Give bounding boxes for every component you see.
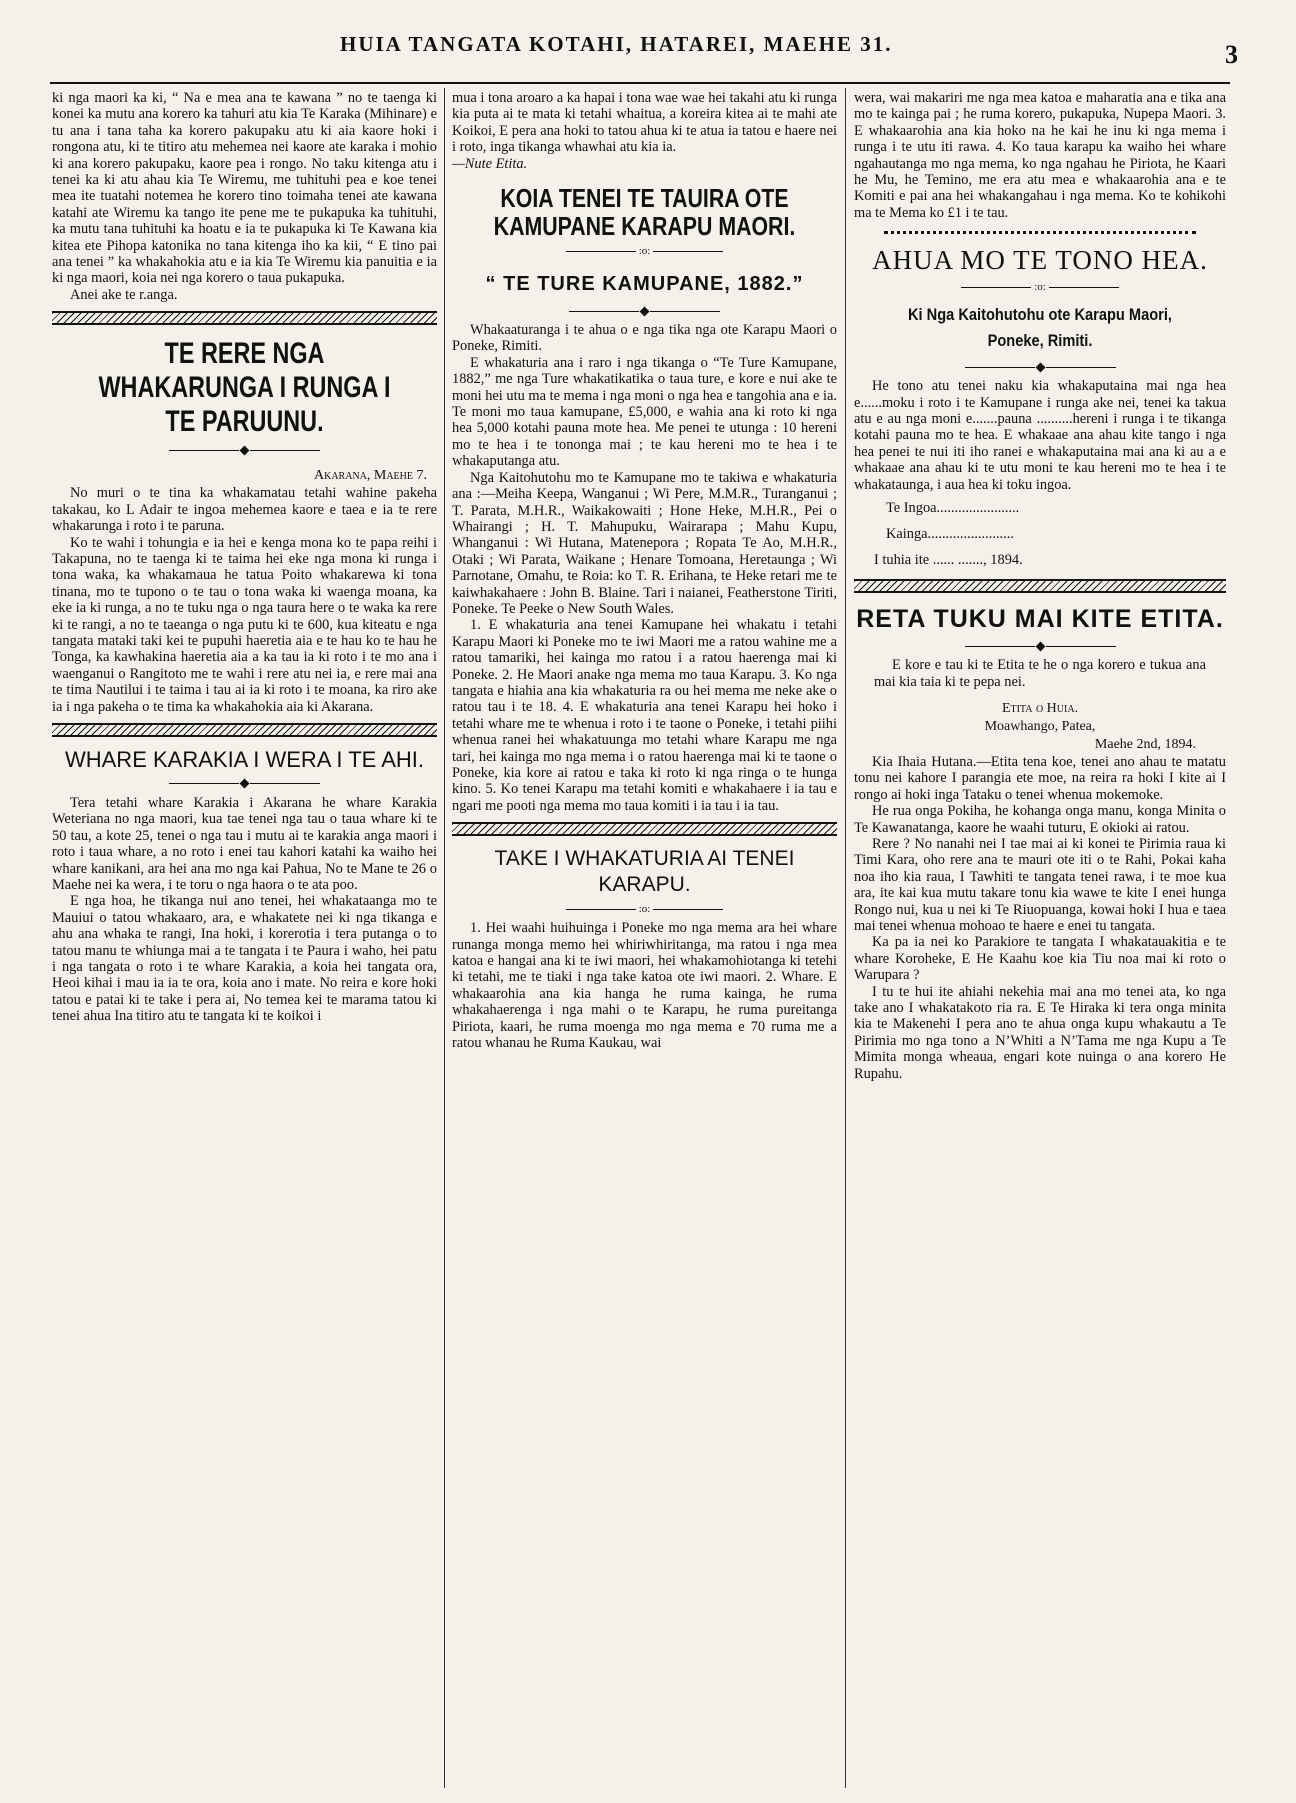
- column-3: [854, 90, 1226, 1790]
- letter-paragraph: I tu te hui ite ahiahi nekehia mai ana mo tenei ata, ko nga take ano I whakatakoto ria ra. E Te Hiraka ki tera onga minita kia te Makenehi I pera ano te ahua onga kupu whakautu a Te Pirimia mo nga tono a N’Whiti a N’Tama me nga Kupu a Te Mimita monga wheaua, engari kote nuinga o ana korero He Rupahu.: [854, 983, 1226, 1082]
- article-paragraph: 1. E whakaturia ana tenei Kamupane hei whakatu i tetahi Karapu Maori ki Poneke mo te iwi Maori me a ratou wahine me a ratou tamariki, hei kainga mo ratou i a ratou haerenga mai ki Poneke. 2. He Maori anake nga mema mo taua Karapu. 3. Ko nga tangata e hiahia ana kia whakaturia ra ou hei mema me neke ake o ratou tau i te 18. 4. E whakaturia ana tenei Karapu hei hoko i tetahi whare me te whenua i roto i te taone o Poneke, i tetahi piihi whenua ranei hei whakatuunga mo tetahi whare Karapu me nga tari, hei kainga mo nga mema i o ratou haerenga mai ki te taone o Poneke, kia kore ai ratou e taka ki roto ki nga ringa o te hunga kino. 5. Ko tenei Karapu ma tetahi komiti e whakahaere i ia tau e ngari me pooti nga mema mo taua komiti i ia tau i ia tau.: [452, 617, 837, 814]
- letter-place: Moawhango, Patea,: [984, 718, 1096, 734]
- article-paragraph: 1. Hei waahi huihuinga i Poneke mo nga mema ara hei whare runanga monga memo hei whiriwhiritanga, ma ratou i nga mea katoa e hangai ana ki te iwi maori, hei whakamohiotanga ki tetehi ki tetahi, me te tiaki i nga take katoa ote iwi maori. 2. Whare. E whakaarohia ana kia hanga he ruma kainga, he ruma whakahaerenga i nga mahi o te Karapu, he ruma pureitanga Piriota, kaari, he ruma moenga mo nga mema e 70 ruma me a ratou whanau he Ruma Kaukau, wai: [452, 920, 837, 1052]
- header-rule: [50, 82, 1230, 84]
- form-line-address: Kainga........................: [886, 526, 1014, 543]
- heading-ornament: [452, 304, 837, 318]
- heading-ornament: [52, 777, 437, 791]
- article-paragraph: E whakaturia ana i raro i nga tikanga o “Te Ture Kamupane, 1882,” me nga Ture whakatikatika o taua ture, e kore e nui ake te moni hei utu ma te mema i nga moni o nga hea e tangohia ana e ia. Te moni mo taua kamupane, £5,000, e wahia ana ki roto ki nga hea 5,000 kotahi pauna mote hea. Me penei te utunga : 10 hereni mo te hea i te tononga mai ; te kau hereni mo te hea i te whakaputanga atu.: [452, 354, 837, 470]
- article-paragraph: He tono atu tenei naku kia whakaputaina mai nga hea e......moku i roto i te Kamupane i runga ake nei, tenei ka takua atu e au nga moni e.......pauna ..........hereni i runga i te tikanga kotahi pauna mo te hea. E whakaae ana ahau kite tango i nga hea penei te nui iti iho ranei e whakaputaina mai ana ki au a e whakaae ana ahau ki te utu moni te kau hereni mo te hea i te whakataunga, i aua hea ki toku ingoa.: [854, 378, 1226, 493]
- letter-paragraph: Ka pa ia nei ko Parakiore te tangata I whakatauakitia e te whare Koroheke, E He Kaahu koe kia Tiu noa mai ki roto o Warupara ?: [854, 934, 1226, 984]
- section-divider: [884, 231, 1196, 234]
- article-paragraph: Nga Kaitohutohu mo te Kamupane mo te takiwa e whakaturia ana :—Meiha Keepa, Wanganui ; Wi Pere, M.M.R., Turanganui ; T. Parata, M.H.R., Waikakowaiti ; Hone Heke, M.H.R., Pei o Whairangi ; H. T. Mahupuku, Wairarapa ; Mahu Kupu, Whanganui : Wi Hutana, Matenepora ; Ropata Te Ao, M.H.R., Otaki ; Wi Parata, Waikane ; Henare Tomoana, Heretaunga ; Wi Parnotane, Omahu, te Roia: ko T. R. Erihana, te Heke retari me te kaiwhakahaere : John B. Blaine. Tari i naianei, Featherstone Tiriti, Poneke. Te Peeke o New South Wales.: [452, 469, 837, 617]
- dateline: Akarana, Maehe 7.: [314, 468, 427, 484]
- article-paragraph: E nga hoa, he tikanga nui ano tenei, hei whakataanga mo te Mauiui o tatou whakaaro, ara, e whakatete nei ki nga tikanga e ahu ana whaka te rangi, Ina hoki, i korerotia i tera putanga o to tatou manu te whiunga mai a te tangata i te Paura i waho, hei patu i nga tangata o roto i te whare Karakia, a koia hei tangata ora, Heoi kihai i mau ia ia te ora, koia ano i mate. No reira e kore hoki tatou e patai ki te take i pera ai, No temea kei te marama tatou ki tenei ahua Ina titiro atu te tangata ki te koikoi i: [52, 893, 437, 1025]
- section-divider: [52, 723, 437, 737]
- article-continuation-end: Anei ake te r.anga.: [70, 286, 178, 303]
- heading-ornament: [52, 443, 437, 457]
- article-paragraph: Ko te wahi i tohungia e ia hei e kenga mona ko te papa reihi i Takapuna, no te taenga ki te taima hei eke nga mona ki runga i tona waka, ka whakamaua he tatua Poito whakarewa ki tona tinana, mo te tupono o te tau o tona waka ki waenga moana, ka eke ia ki runga, a no te tuku nga o nga taura here o te waka ka rere ki te rangi, a no te taeanga o nga putu ki te 600, kua kiteatu e nga tangata mataki taki kei te pupuhi haeretia aia e te hau ko te hau he Tonga, ka kawhakina haeretia aia a ka tau ia ki roto i te mo ana i waenganui o Rangitoto me te wahi i rere atu nei ia, e rere mai ana te tima Nautilui i te taima i tau ai ia ki roto i te moana, ka riro ake ia i nga pakeha o te tima ka whakahokia aia ki Akarana.: [52, 534, 437, 715]
- letter-paragraph: He rua onga Pokiha, he kohanga onga manu, konga Minita o Te Kawanatanga, kaore he waahi tuturu, E okioki ai ratou.: [854, 803, 1226, 836]
- article-heading-club-purpose: TAKE I WHAKATURIA AI TENEI KARAPU.: [494, 847, 795, 897]
- article-heading-letters-to-editor: RETA TUKU MAI KITE ETITA.: [856, 605, 1224, 634]
- form-line-date: I tuhia ite ...... ......., 1894.: [874, 552, 1023, 569]
- letter-salutation: Etita o Huia.: [1001, 700, 1079, 716]
- column-rule-1: [444, 88, 445, 1788]
- article-subheading-companies-act: “ TE TURE KAMUPANE, 1882.”: [485, 273, 804, 296]
- article-continuation: mua i tona aroaro a ka hapai i tona wae wae hei takahi atu ki runga kia puta ai te mata ki tetahi whaitua, a koreira kitea ai te mahi ate Koikoi, E pera ana hoki to tatou ahua ki te atua ia tatou e haere nei i roto, inga tikanga whawhai atu kia ia.: [452, 90, 837, 156]
- letter-paragraph: Rere ? No nanahi nei I tae mai ai ki konei te Pirimia raua ki Timi Kara, oho rere ana te mauri ote iti o te Rahi, Pokai kaha noa iho kia raua, I Tawhiti te tangata tenei rawa, i te moe kua ara, ite kai kua mutu takare tonu kia wawe te kite I enei hunga Rongo nui, kua u nei ki Te Riuopuanga, kowai hoki I hua e taea mai tenei whenua mohoao te haere e enei tu tangata.: [854, 835, 1226, 934]
- heading-ornament: :o:: [452, 244, 837, 258]
- page-number: 3: [1225, 40, 1238, 69]
- section-divider: [854, 579, 1226, 593]
- article-paragraph: Whakaaturanga i te ahua o e nga tika nga ote Karapu Maori o Poneke, Rimiti.: [452, 322, 837, 355]
- article-heading-club-prospectus: KOIA TENEI TE TAUIRA OTE KAMUPANE KARAPU MAORI.: [493, 183, 796, 242]
- column-1: [52, 90, 437, 1790]
- article-paragraph: Tera tetahi whare Karakia i Akarana he whare Karakia Weteriana no nga maori, kua tae tenei nga tau o taua whare ki te 50 tau, a kote 25, tenei o nga tau i mutu ai te karakia anga maori i roto i taua whare, a no roto i enei tau kahori katahi ka waiho hei whare kanikani, ara hei ana mo nga kai Pahua, No te Mane te 26 o Maehe nei ka wera, i te toru o nga haora o te ata poo.: [52, 794, 437, 893]
- section-divider: [452, 822, 837, 836]
- letter-date: Maehe 2nd, 1894.: [1094, 736, 1196, 752]
- article-continuation: ki nga maori ka ki, “ Na e mea ana te kawana ” no te taenga ki konei ka mutu ana korero ka tahuri atu kia Te Karaka (Mihinare) e tu ana i tana taha ka korero pakupaku atu ki aia kaore hoki i rongona atu, ki te titiro atu mehemea nei kaore ate karaka i mohio ki ana korero pakupaku, kaore pea i rongo. No taku kitenga atu i tenei ka ki atu ahau kia Te Wiremu, me tuhituhi pea e koe tenei mea ite tuatahi notemea he korero tino toimaha tenei ate kawana katahi ate Wiremu ka tango ite pene me te pukapuka ka tuhituhi, ka mutu tana tuhituhi ka hoatu e ia te pukapuka ki Te Kawana kia kitea ete Pihopa katonika no tana kitenga iho ka kii, “ E tino pai ana tenei ” ka whakahokia atu e ia kia Te Wiremu kia panuitia e ia ki nga maori, koia nei nga korero o taua pukapuka.: [52, 90, 437, 287]
- heading-ornament: [854, 639, 1226, 653]
- heading-ornament: :o:: [854, 280, 1226, 294]
- editor-signature: —Nute Etita.: [452, 155, 528, 172]
- editor-disclaimer: E kore e tau ki te Etita te he o nga korero e tukua ana mai kia taia ki te pepa nei.: [874, 657, 1206, 690]
- article-heading-share-application: AHUA MO TE TONO HEA.: [872, 245, 1208, 276]
- running-title: HUIA TANGATA KOTAHI, HATAREI, MAEHE 31.: [340, 32, 893, 56]
- section-divider: [52, 311, 437, 325]
- article-heading-balloon: TE RERE NGA WHAKARUNGA I RUNGA I TE PARUUNU.: [98, 337, 391, 439]
- article-continuation: wera, wai makariri me nga mea katoa e maharatia ana e tika ana mo te kainga pai ; he ruma korero, pukapuka, Nupepa Maori. 3. E whakaarohia ana kia hoko na he kai he inu ki nga mema i runga i te utu iti rawa. 4. Ko taua karapu ka waiho hei whare ngahautanga mo nga mema, ko nga ngahau he Piriota, he Kaari he Mu, he Temino, me era atu mea e whakaarohia ana e te Komiti e pai ana hei whakangahau i nga mema. Ko te kohikohi ma te Mema ko £1 i te tau.: [854, 90, 1226, 221]
- article-subheading-directors: Ki Nga Kaitohutohu ote Karapu Maori, Poneke, Rimiti.: [908, 305, 1172, 351]
- heading-ornament: [854, 360, 1226, 374]
- column-2: [452, 90, 837, 1790]
- running-head: [0, 26, 1296, 69]
- letter-paragraph: Kia Ihaia Hutana.—Etita tena koe, tenei ano ahau te matatu tonu nei kahore I parangia ete moe, na reira ra hoki I kite ai I rongo ai hoki inga Tataku o tenei whenua mokemoke.: [854, 753, 1226, 803]
- column-rule-2: [845, 88, 846, 1788]
- article-heading-church-fire: WHARE KARAKIA I WERA I TE AHI.: [64, 746, 424, 772]
- article-paragraph: No muri o te tina ka whakamatau tetahi wahine pakeha takakau, ko L Adair te ingoa mehemea kaore e taea e ia te rere whakarunga i roto i te paruna.: [52, 485, 437, 535]
- form-line-name: Te Ingoa.......................: [886, 500, 1020, 517]
- heading-ornament: :o:: [452, 902, 837, 916]
